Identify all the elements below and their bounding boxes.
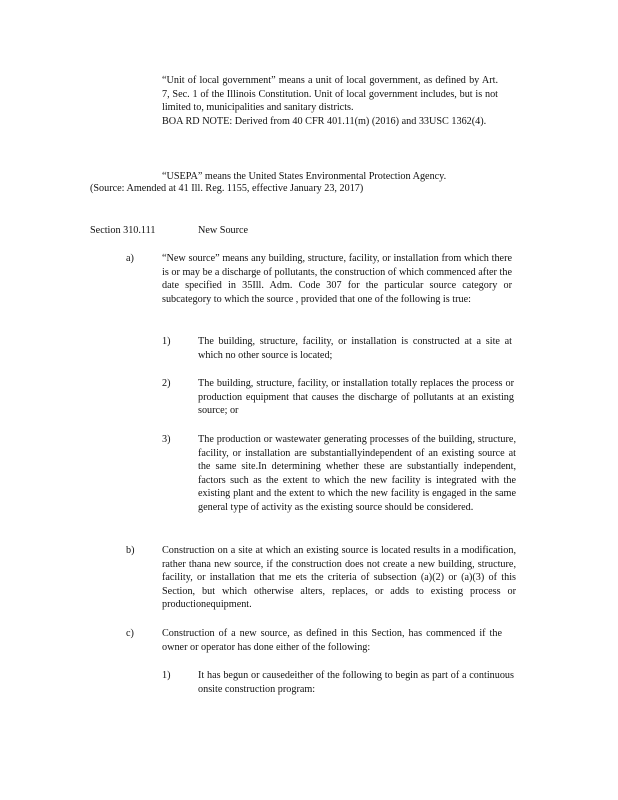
- item-a-text: “New source” means any building, structure, facility, or installation from which there is or may be a discharge of pollutants, the construction of which commenced after the date specified in 35Ill. Adm. Code 307 for the particular source category or subcategory to which the source , provided that one of the following is true:: [162, 253, 512, 305]
- board-note: BOA RD NOTE: Derived from 40 CFR 401.11(m) (2016) and 33USC 1362(4).: [162, 116, 487, 127]
- source-note: (Source: Amended at 41 Ill. Reg. 1155, effective January 23, 2017): [90, 183, 364, 194]
- item-a2-label: 2): [162, 378, 171, 389]
- section-number: Section 310.111: [90, 225, 156, 236]
- item-b-text: Construction on a site at which an existing source is located results in a modification, rather thana new source, if the construction does not create a new building, structure, facility, or installation that me ets the criteria of subsection (a)(2) or (a)(3) of this Section, but which otherwise alters, replaces, or adds to existing process or productionequipment.: [162, 545, 516, 611]
- item-c-label: c): [126, 628, 134, 639]
- usepa-definition: “USEPA” means the United States Environmental Protection Agency.: [162, 171, 447, 182]
- item-a3-text: The production or wastewater generating processes of the building, structure, facility, or installation are substantiallyindependent of an existing source at the same site.In determining whether these are substantially independent, factors such as the extent to which the new facility is integrated with the existing plant and the extent to which the new facility is engaged in the same general type of activity as the existing source should be considered.: [198, 434, 516, 513]
- item-a3-label: 3): [162, 434, 171, 445]
- item-c1-text: It has begun or causedeither of the following to begin as part of a continuous onsite construction program:: [198, 670, 514, 695]
- item-a2-text: The building, structure, facility, or installation totally replaces the process or production equipment that causes the discharge of pollutants at an existing source; or: [198, 378, 514, 417]
- item-b-label: b): [126, 545, 135, 556]
- item-a-label: a): [126, 253, 134, 264]
- item-c-text: Construction of a new source, as defined in this Section, has commenced if the owner or operator has done either of the following:: [162, 628, 502, 653]
- section-title: New Source: [198, 225, 249, 236]
- item-a1-label: 1): [162, 336, 171, 347]
- unit-of-local-government-definition: “Unit of local government” means a unit of local government, as defined by Art. 7, Sec. 1 of the Illinois Constitution. Unit of local government includes, but is not limited to, municipalities and sanitary districts.: [162, 75, 498, 114]
- item-c1-label: 1): [162, 670, 171, 681]
- item-a1-text: The building, structure, facility, or installation is constructed at a site at which no other source is located;: [198, 336, 512, 361]
